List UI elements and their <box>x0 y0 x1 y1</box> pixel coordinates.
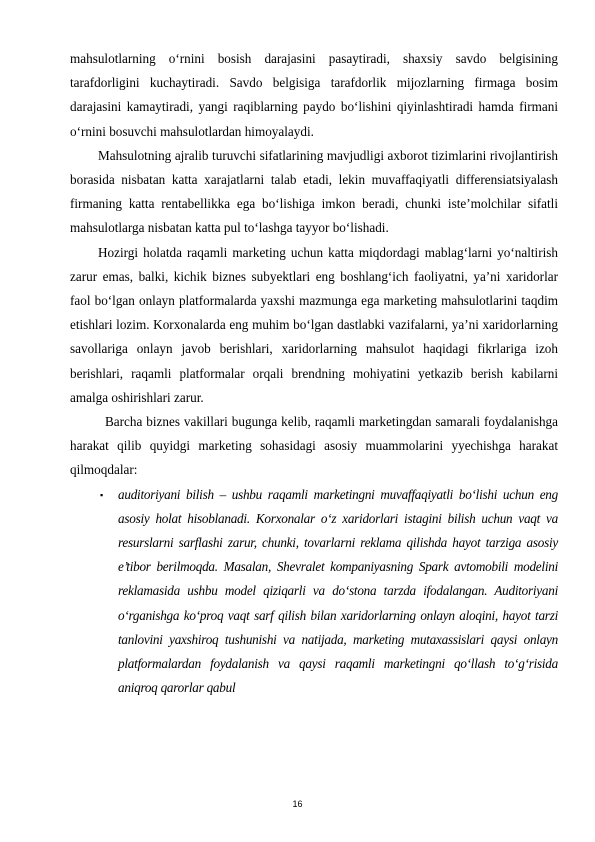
bullet-icon: ▪ <box>100 489 103 500</box>
paragraph-2: Mahsulotning ajralib turuvchi sifatlarining mavjudligi axborot tizimlarini rivojlantirish borasida nisbatan katta xarajatlarni talab etadi, lekin muvaffaqiyatli differensiatsiyalash firmaning katta rentabellikka ega bo‘lishiga imkon beradi, chunki iste’molchilar sifatli mahsulotlarga nisbatan katta pul to‘lashga tayyor bo‘lishadi. <box>70 147 558 236</box>
list-item <box>100 483 558 701</box>
paragraph-1: mahsulotlarning o‘rnini bosish darajasini pasaytiradi, shaxsiy savdo belgisining tarafdorligini kuchaytiradi. Savdo belgisiga tarafdorlik mijozlarning firmaga bosim darajasini kamaytiradi, yangi raqiblarning paydo bo‘lishini qiyinlashtiradi hamda firmani o‘rnini bosuvchi mahsulotlardan himoyalaydi. <box>70 51 558 139</box>
paragraph-3: Hozirgi holatda raqamli marketing uchun katta miqdordagi mablag‘larni yo‘naltirish zarur emas, balki, kichik biznes subyektlari eng boshlang‘ich faoliyatni, ya’ni xaridorlar faol bo‘lgan onlayn platformalarda yaxshi mazmunga ega marketing mahsulotlarini taqdim etishlari lozim. Korxonalarda eng muhim bo‘lgan dastlabki vazifalarni, ya’ni xaridorlarning savollariga onlayn javob berishlari, xaridorlarning mahsulot haqidagi fikrlariga izoh berishlari, raqamli platformalar orqali brendning mohiyatini yetkazib berish kabilarni amalga oshirishlari zarur. <box>70 244 558 405</box>
page-number: 16 <box>292 799 303 809</box>
paragraph-4: Barcha biznes vakillari bugunga kelib, raqamli marketingdan samarali foydalanishga harakat qilib quyidgi marketing sohasidagi asosiy muammolarini yyechishga harakat qilmoqdalar: <box>70 414 558 478</box>
bullet-list <box>70 483 558 701</box>
text-body <box>70 47 558 700</box>
list-item-text: auditoriyani bilish – ushbu raqamli marketingni muvaffaqiyatli bo‘lishi uchun eng asosiy holat hisoblanadi. Korxonalar o‘z xaridorlari istagini bilish uchun vaqt va resurslarni sarflashi zarur, chunki, tovarlarni reklama qilishda hayot tarziga asosiy e’tibor berilmoqda. Masalan, Shevralet kompaniyasning Spark avtomobili modelini reklamasida ushbu model qiziqarli va do‘stona tarzda ifodalangan. Auditoriyani o‘rganishga ko‘proq vaqt sarf qilish bilan xaridorlarning onlayn aloqini, hayot tarzi tanlovini yaxshiroq tushunishi va natijada, marketing mutaxassislari qaysi onlayn platformalardan foydalanish va qaysi raqamli marketingni qo‘llash to‘g‘risida aniqroq qarorlar qabul <box>118 486 558 696</box>
